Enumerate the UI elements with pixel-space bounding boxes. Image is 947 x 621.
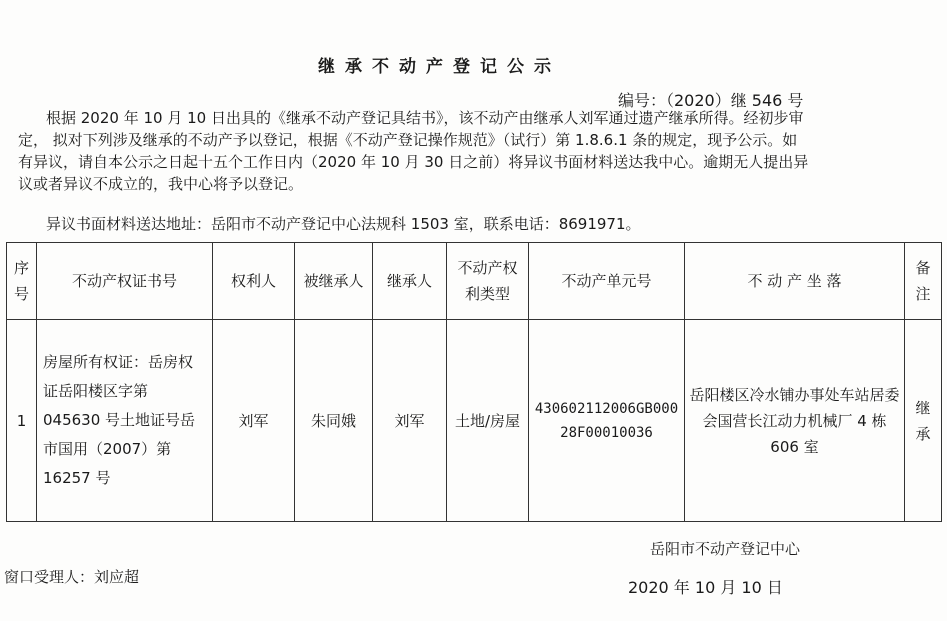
table-header-row — [7, 243, 942, 320]
cell-seq: 1 — [7, 320, 37, 522]
cell-remark: 继承 — [905, 320, 942, 522]
cell-deceased: 朱同娥 — [295, 320, 373, 522]
header-right-type: 不动产权利类型 — [447, 243, 529, 320]
cell-cert-no: 房屋所有权证：岳房权证岳阳楼区字第 045630 号土地证号岳市国用（2007）第 16257 号 — [37, 320, 213, 522]
document-number: 编号：（2020）继 546 号 — [618, 91, 804, 110]
page-title: 继承不动产登记公示 — [318, 57, 561, 77]
cell-location: 岳阳楼区冷水铺办事处车站居委会国营长江动力机械厂 4 栋 606 室 — [685, 320, 905, 522]
paragraph-line-3: 有异议，请自本公示之日起十五个工作日内（2020 年 10 月 30 日之前）将异议书面材料送达我中心。逾期无人提出异 — [18, 153, 809, 171]
cell-heir: 刘军 — [373, 320, 447, 522]
table-row — [7, 320, 942, 522]
paragraph-line-1: 根据 2020 年 10 月 10 日出具的《继承不动产登记具结书》，该不动产由继承人刘军通过遗产继承所得。经初步审 — [46, 109, 804, 127]
paragraph-line-4: 议或者异议不成立的，我中心将予以登记。 — [18, 175, 304, 193]
cell-right-holder: 刘军 — [213, 320, 295, 522]
header-unit-no: 不动产单元号 — [529, 243, 685, 320]
cell-right-type: 土地/房屋 — [447, 320, 529, 522]
header-cert-no: 不动产权证书号 — [37, 243, 213, 320]
address-line: 异议书面材料送达地址：岳阳市不动产登记中心法规科 1503 室，联系电话：8691971。 — [46, 215, 641, 233]
header-heir: 继承人 — [373, 243, 447, 320]
property-table — [6, 242, 941, 522]
paragraph-line-2: 定， 拟对下列涉及继承的不动产予以登记，根据《不动产登记操作规范》（试行）第 1.8.6.1 条的规定，现予公示。如 — [18, 131, 798, 149]
issuing-center: 岳阳市不动产登记中心 — [650, 540, 801, 558]
window-receiver: 窗口受理人：刘应超 — [4, 568, 140, 586]
header-location: 不 动 产 坐 落 — [685, 243, 905, 320]
cell-unit-no: 430602112006GB00028F00010036 — [529, 320, 685, 522]
header-remark: 备注 — [905, 243, 942, 320]
issue-date: 2020 年 10 月 10 日 — [628, 578, 783, 597]
header-deceased: 被继承人 — [295, 243, 373, 320]
header-seq: 序号 — [7, 243, 37, 320]
header-right-holder: 权利人 — [213, 243, 295, 320]
